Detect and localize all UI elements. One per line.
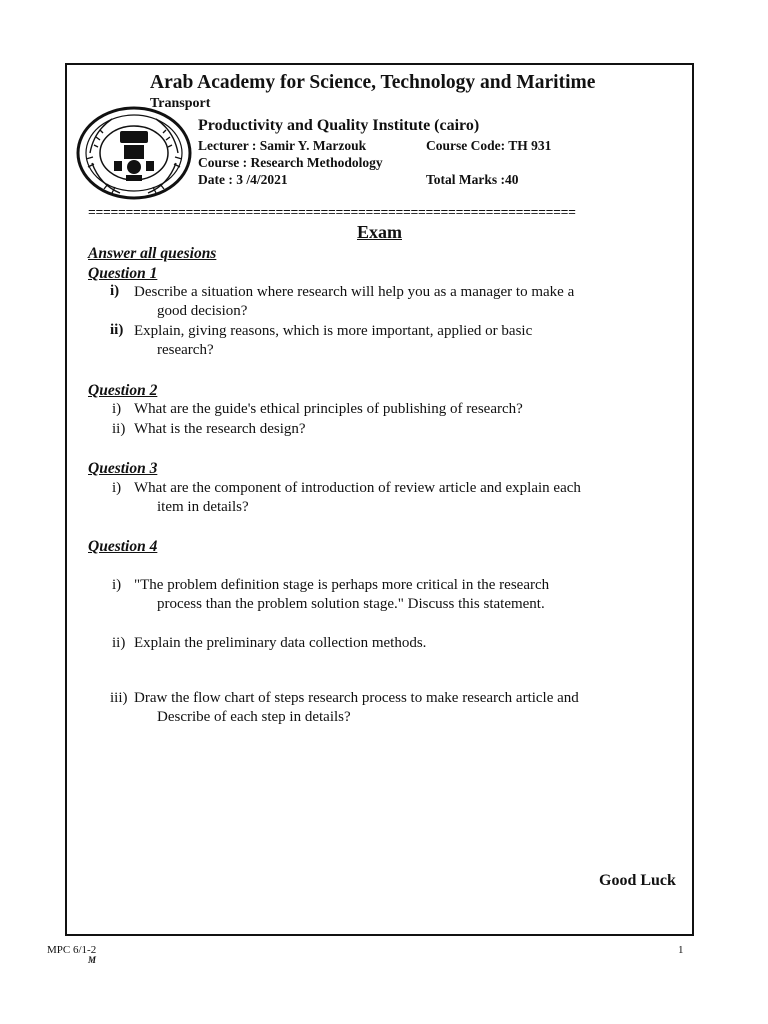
question-4-item-2-number: ii) (112, 635, 126, 651)
question-2-item-1-number: i) (112, 401, 122, 417)
question-3-item-1-line-1: What are the component of introduction of review article and explain each (134, 480, 581, 496)
question-1-item-2-line-2: research? (157, 342, 214, 358)
question-4-heading: Question 4 (88, 538, 158, 555)
question-2-item-1-line-1: What are the guide's ethical principles of publishing of research? (134, 401, 523, 417)
exam-date: Date : 3 /4/2021 (198, 172, 288, 187)
total-marks: Total Marks :40 (426, 172, 519, 187)
academy-seal-icon (74, 105, 194, 201)
question-1-item-2-line-1: Explain, giving reasons, which is more important, applied or basic (134, 323, 533, 339)
academy-title-overflow: Transport (150, 96, 211, 111)
question-4-item-1-line-2: process than the problem solution stage." Discuss this statement. (157, 596, 545, 612)
institute-name: Productivity and Quality Institute (cairo) (198, 117, 480, 134)
lecturer: Lecturer : Samir Y. Marzouk (198, 138, 367, 153)
question-4-item-1-number: i) (112, 577, 122, 593)
question-3-heading: Question 3 (88, 460, 158, 477)
question-1-item-2-number: ii) (110, 322, 124, 338)
course-name: Course : Research Methodology (198, 155, 383, 170)
question-1-item-1-number: i) (110, 283, 120, 299)
footer-mark: M (88, 955, 97, 965)
closing-text: Good Luck (599, 872, 676, 889)
footer-code: MPC 6/1-2 (47, 944, 97, 956)
question-2-item-2-number: ii) (112, 421, 126, 437)
separator-line: ================================================================= (88, 205, 576, 220)
instructions: Answer all quesions (88, 245, 217, 262)
academy-title: Arab Academy for Science, Technology and Maritime (150, 72, 596, 93)
question-4-item-3-line-1: Draw the flow chart of steps research process to make research article and (134, 690, 579, 706)
question-3-item-1-line-2: item in details? (157, 499, 249, 515)
question-4-item-3-number: iii) (110, 690, 128, 706)
question-4-item-2-line-1: Explain the preliminary data collection methods. (134, 635, 427, 651)
question-1-item-1-line-2: good decision? (157, 303, 248, 319)
course-code: Course Code: TH 931 (426, 138, 552, 153)
question-4-item-1-line-1: "The problem definition stage is perhaps more critical in the research (134, 577, 550, 593)
exam-title: Exam (357, 222, 402, 242)
question-2-item-2-line-1: What is the research design? (134, 421, 306, 437)
question-1-item-1-line-1: Describe a situation where research will help you as a manager to make a (134, 284, 575, 300)
question-4-item-3-line-2: Describe of each step in details? (157, 709, 351, 725)
question-2-heading: Question 2 (88, 382, 158, 399)
question-1-heading: Question 1 (88, 265, 158, 282)
page-number: 1 (678, 944, 684, 956)
question-3-item-1-number: i) (112, 480, 122, 496)
